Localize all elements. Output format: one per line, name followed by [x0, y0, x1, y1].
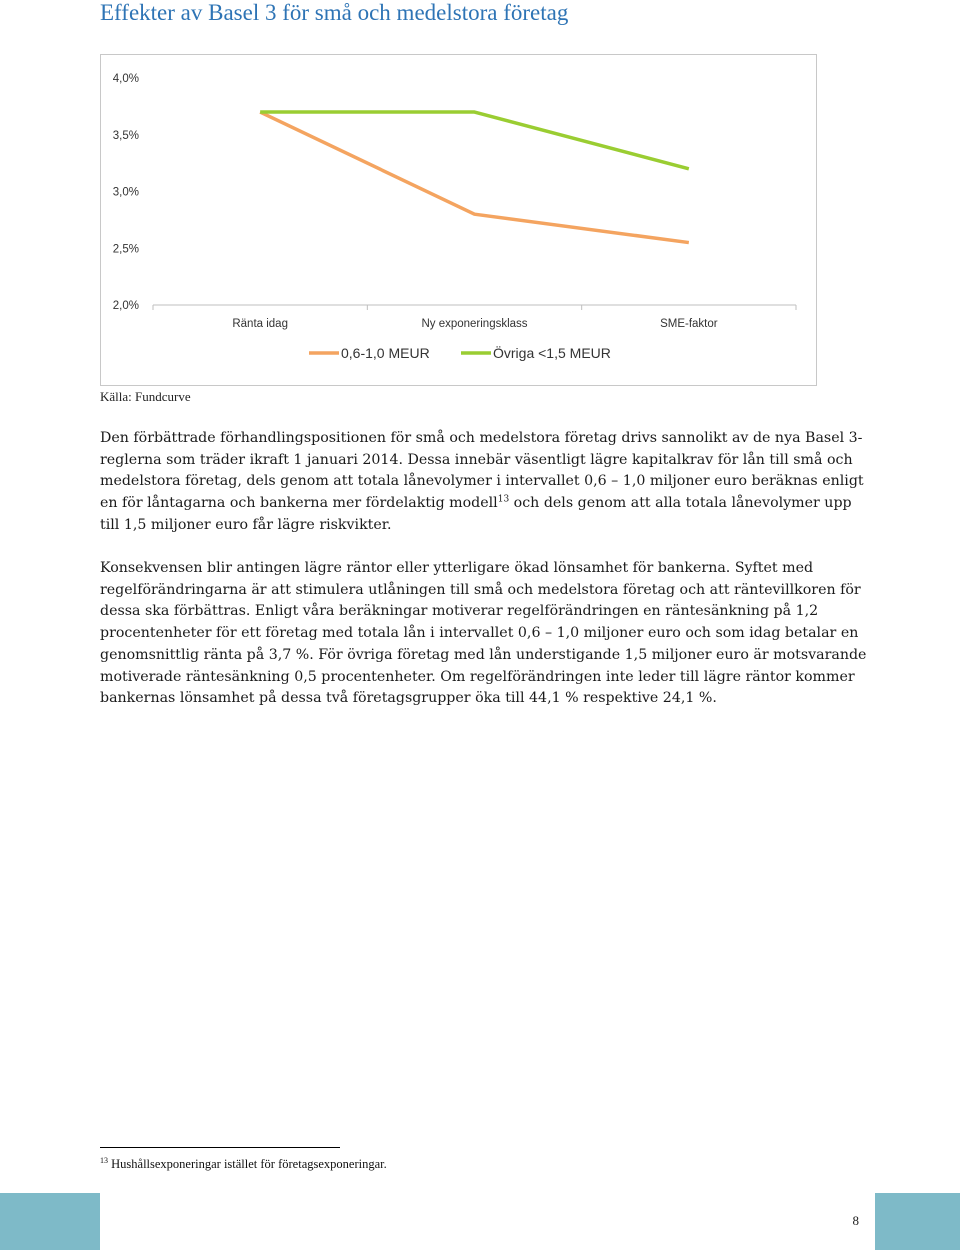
series-line-2	[260, 112, 689, 169]
y-tick-label: 2,5%	[112, 243, 139, 256]
y-tick-label: 3,0%	[112, 186, 139, 199]
legend-label: 0,6-1,0 MEUR	[341, 345, 430, 361]
chart-source: Källa: Fundcurve	[100, 389, 191, 404]
page-title: Effekter av Basel 3 för små och medelstora företag	[100, 0, 569, 25]
paragraph-2: Konsekvensen blir antingen lägre räntor eller ytterligare ökad lönsamhet för bankerna. Syftet med regelförändringarna är att stimulera utlåningen till små och medelstora företag och att räntevillkoren för dessa ska förbättras. Enligt våra beräkningar motiverar regelförändringen en räntesänkning på 1,2 procentenheter för ett företag med totala lån i intervallet 0,6 – 1,0 miljoner euro och som idag betalar en genomsnittlig ränta på 3,7 %. För övriga företag med lån understigande 1,5 miljoner euro är motsvarande motiverade räntesänkning 0,5 procentenheter. Om regelförändringen inte leder till lägre räntor kommer bankernas lönsamhet på dessa två företagsgrupper öka till 44,1 % respektive 24,1 %.	[100, 560, 867, 707]
y-tick-label: 3,5%	[112, 129, 139, 142]
footnote-text: Hushållsexponeringar istället för företagsexponeringar.	[111, 1157, 387, 1172]
y-tick-label: 2,0%	[112, 300, 139, 312]
footnote-reference[interactable]: 13	[497, 494, 510, 505]
footer-box	[100, 1193, 875, 1250]
legend-label: Övriga <1,5 MEUR	[493, 345, 611, 361]
footnote	[100, 1156, 387, 1172]
paragraph-1	[100, 428, 870, 537]
x-tick-label: Ränta idag	[232, 318, 288, 330]
y-tick-label: 4,0%	[112, 73, 139, 85]
footnote-divider	[100, 1147, 340, 1148]
line-chart	[100, 54, 817, 386]
chart-svg	[101, 55, 818, 387]
paragraph-1-text-end: och dels genom att alla totala lånevolymer upp till 1,5 miljoner euro får lägre riskvikter.	[100, 495, 852, 533]
series-line-1	[260, 112, 689, 243]
x-tick-label: SME-faktor	[660, 318, 718, 330]
footnote-marker: 13	[100, 1156, 108, 1165]
x-tick-label: Ny exponeringsklass	[421, 318, 528, 330]
page-number: 8	[852, 1213, 859, 1228]
paragraph-1-text: Den förbättrade förhandlingspositionen för små och medelstora företag drivs sannolikt av de nya Basel 3-reglerna som träder ikraft 1 januari 2014. Dessa innebär väsentligt lägre kapitalkrav för lån till små och medelstora företag, dels genom att totala lånevolymer i intervallet 0,6 – 1,0 miljoner euro beräknas enligt en för låntagarna och bankerna mer fördelaktig modell	[100, 430, 864, 512]
